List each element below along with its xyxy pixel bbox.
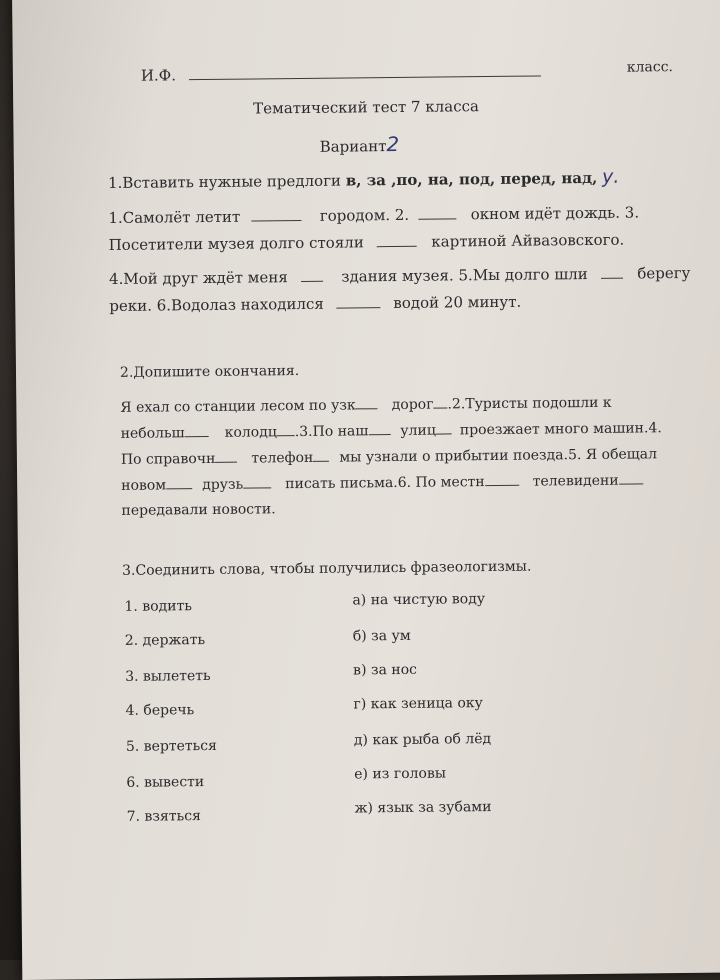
task1-text: картиной Айвазовского. [431,230,625,251]
task2-line3 [121,445,657,468]
task1-text: городом. 2. [319,205,410,225]
answer-blank[interactable] [251,208,301,222]
task1-text: берегу [637,263,691,283]
task1-line3 [109,264,691,288]
task1-prepositions: в, за ,по, на, под, перед, над, [345,168,598,190]
task1-handwritten-extra: у. [601,165,620,188]
task1-text: водой 20 минут. [393,292,522,313]
answer-blank[interactable] [277,423,295,436]
worksheet-paper [12,0,720,980]
answer-blank[interactable] [215,450,237,463]
task2-text: колодц [224,424,277,441]
task2-line5: передавали новости. [121,501,276,519]
task2-text: По справочн [120,450,216,468]
task2-text: писать письма.6. По местн [285,474,485,493]
answer-blank[interactable] [485,473,519,486]
task1-text: здания музея. 5.Мы долго шли [341,264,588,286]
task1-heading-row [108,166,620,193]
task2-text: дорог [391,396,434,414]
variant-row [320,132,400,157]
answer-blank[interactable] [600,266,622,279]
answer-blank[interactable] [166,476,192,489]
phrase-verb-item: 5. вертеться [125,737,218,755]
answer-blank[interactable] [433,395,447,408]
task2-text: небольш [120,425,185,442]
phrase-verb-item: 6. вывести [126,774,205,791]
phrase-verb-item: 4. беречь [125,702,195,719]
variant-number-handwritten: 2 [386,131,400,157]
phrase-ending-item: г) как зеница оку [353,695,483,713]
answer-blank[interactable] [356,396,378,409]
task1-text: окном идёт дождь. 3. [470,203,640,224]
task2-line4 [121,471,643,493]
task1-heading: 1.Вставить нужные предлоги [107,171,342,193]
answer-blank[interactable] [336,295,380,308]
phrase-ending-item: ж) язык за зубами [354,799,492,817]
task2-text: проезжает много машин.4. [459,420,662,439]
phrase-ending-item: а) на чистую воду [352,591,486,609]
task2-text: мы узнали о прибытии поезда.5. Я обещал [339,446,658,466]
task1-line4 [109,293,521,315]
phrase-ending-item: в) за нос [353,661,418,679]
task2-text: телевидени [532,472,619,490]
variant-label: Вариант [319,137,387,156]
task2-text: Я ехал со станции лесом по узк [120,397,356,416]
phrase-verb-item: 1. водить [124,598,192,615]
answer-blank[interactable] [368,422,390,435]
task2-heading: 2.Допишите окончания. [119,363,300,381]
task1-text: Посетители музея долго стояли [108,233,364,255]
task1-line2 [109,231,625,254]
answer-blank[interactable] [243,475,271,488]
phrase-ending-item: б) за ум [352,627,411,645]
task1-text: 4.Мой друг ждёт меня [108,268,288,288]
task1-text: 1.Самолёт летит [108,207,241,228]
answer-blank[interactable] [313,449,329,462]
task2-line2 [121,419,662,442]
name-line [189,75,541,80]
answer-blank[interactable] [436,421,452,434]
answer-blank[interactable] [619,471,643,484]
phrase-ending-item: е) из головы [354,765,447,783]
task1-line1 [108,203,639,227]
task2-text: телефон [251,449,314,467]
task2-line1 [120,394,611,416]
task2-text: новом [121,477,167,494]
answer-blank[interactable] [300,269,322,282]
name-field-row [141,62,541,84]
task2-text: улиц [400,422,436,439]
phrase-verb-item: 3. вылететь [125,667,211,685]
task3-heading: 3.Соединить слова, чтобы получились фразеологизмы. [122,558,532,579]
class-label: класс. [626,59,674,76]
task2-text: друзь [202,476,244,494]
answer-blank[interactable] [418,206,456,219]
answer-blank[interactable] [376,234,416,247]
answer-blank[interactable] [185,424,209,437]
phrase-verb-item: 7. взяться [126,808,201,825]
test-title: Тематический тест 7 класса [253,97,480,118]
task1-text: реки. 6.Водолаз находился [109,294,324,315]
phrase-verb-item: 2. держать [124,632,206,649]
name-label: И.Ф. [140,66,177,85]
task2-text: .2.Туристы подошли к [447,394,612,413]
phrase-ending-item: д) как рыба об лёд [353,731,492,749]
task2-text: .3.По наш [294,423,369,441]
